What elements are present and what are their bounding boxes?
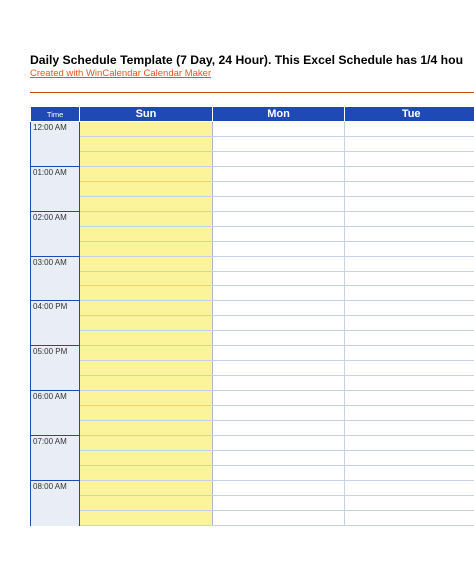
time-slot-row: [31, 196, 474, 211]
schedule-table: [30, 106, 474, 526]
schedule-cell-mon[interactable]: [212, 241, 345, 256]
time-slot-row: [31, 166, 474, 181]
schedule-cell-sun[interactable]: [80, 480, 213, 495]
schedule-cell-sun[interactable]: [80, 286, 213, 301]
time-slot-row: [31, 450, 474, 465]
schedule-cell-tue[interactable]: [345, 495, 474, 510]
schedule-cell-tue[interactable]: [345, 391, 474, 406]
schedule-cell-tue[interactable]: [345, 241, 474, 256]
schedule-cell-tue[interactable]: [345, 256, 474, 271]
schedule-cell-mon[interactable]: [212, 465, 345, 480]
schedule-cell-mon[interactable]: [212, 480, 345, 495]
header-row: [31, 107, 474, 122]
schedule-cell-mon[interactable]: [212, 196, 345, 211]
time-slot-row: [31, 151, 474, 166]
day-header-tue[interactable]: Tue: [345, 107, 474, 122]
time-slot-row: [31, 421, 474, 436]
time-label: 06:00 AM: [31, 391, 80, 436]
schedule-cell-sun[interactable]: [80, 346, 213, 361]
day-header-sun[interactable]: Sun: [80, 107, 213, 122]
schedule-cell-tue[interactable]: [345, 406, 474, 421]
schedule-cell-sun[interactable]: [80, 450, 213, 465]
schedule-cell-tue[interactable]: [345, 181, 474, 196]
schedule-cell-mon[interactable]: [212, 122, 345, 137]
schedule-cell-sun[interactable]: [80, 465, 213, 480]
schedule-cell-tue[interactable]: [345, 166, 474, 181]
time-slot-row: [31, 301, 474, 316]
schedule-cell-mon[interactable]: [212, 136, 345, 151]
schedule-cell-tue[interactable]: [345, 480, 474, 495]
time-slot-row: [31, 122, 474, 137]
time-column-header: Time: [31, 107, 80, 122]
time-slot-row: [31, 211, 474, 226]
schedule-cell-sun[interactable]: [80, 241, 213, 256]
schedule-cell-tue[interactable]: [345, 376, 474, 391]
schedule-cell-tue[interactable]: [345, 122, 474, 137]
time-slot-row: [31, 495, 474, 510]
time-slot-row: [31, 271, 474, 286]
time-slot-row: [31, 286, 474, 301]
day-header-mon[interactable]: Mon: [212, 107, 345, 122]
header-separator: [30, 92, 474, 93]
schedule-cell-sun[interactable]: [80, 331, 213, 346]
schedule-cell-sun[interactable]: [80, 211, 213, 226]
schedule-cell-sun[interactable]: [80, 421, 213, 436]
schedule-cell-mon[interactable]: [212, 286, 345, 301]
time-slot-row: [31, 181, 474, 196]
schedule-cell-sun[interactable]: [80, 391, 213, 406]
time-slot-row: [31, 510, 474, 525]
time-label: 07:00 AM: [31, 436, 80, 481]
schedule-cell-sun[interactable]: [80, 316, 213, 331]
time-slot-row: [31, 331, 474, 346]
schedule-cell-tue[interactable]: [345, 136, 474, 151]
time-slot-row: [31, 241, 474, 256]
schedule-cell-mon[interactable]: [212, 391, 345, 406]
schedule-cell-tue[interactable]: [345, 196, 474, 211]
time-slot-row: [31, 256, 474, 271]
schedule-cell-tue[interactable]: [345, 301, 474, 316]
time-label: 04:00 PM: [31, 301, 80, 346]
time-label: 05:00 PM: [31, 346, 80, 391]
schedule-cell-mon[interactable]: [212, 361, 345, 376]
schedule-cell-sun[interactable]: [80, 166, 213, 181]
schedule-cell-tue[interactable]: [345, 331, 474, 346]
time-label: 08:00 AM: [31, 480, 80, 525]
schedule-cell-mon[interactable]: [212, 256, 345, 271]
schedule-cell-sun[interactable]: [80, 301, 213, 316]
schedule-cell-sun[interactable]: [80, 181, 213, 196]
schedule-cell-mon[interactable]: [212, 316, 345, 331]
schedule-cell-mon[interactable]: [212, 421, 345, 436]
schedule-cell-sun[interactable]: [80, 376, 213, 391]
document-title: Daily Schedule Template (7 Day, 24 Hour). This Excel Schedule has 1/4 hou: [30, 53, 464, 67]
schedule-cell-sun[interactable]: [80, 361, 213, 376]
time-slot-row: [31, 136, 474, 151]
time-slot-row: [31, 391, 474, 406]
schedule-cell-mon[interactable]: [212, 211, 345, 226]
schedule-cell-mon[interactable]: [212, 226, 345, 241]
schedule-cell-tue[interactable]: [345, 151, 474, 166]
time-slot-row: [31, 376, 474, 391]
schedule-cell-tue[interactable]: [345, 316, 474, 331]
schedule-cell-mon[interactable]: [212, 450, 345, 465]
time-slot-row: [31, 436, 474, 451]
time-label: 01:00 AM: [31, 166, 80, 211]
schedule-cell-mon[interactable]: [212, 331, 345, 346]
schedule-cell-sun[interactable]: [80, 495, 213, 510]
schedule-cell-sun[interactable]: [80, 256, 213, 271]
schedule-cell-tue[interactable]: [345, 465, 474, 480]
time-label: 12:00 AM: [31, 122, 80, 167]
schedule-cell-tue[interactable]: [345, 450, 474, 465]
schedule-cell-mon[interactable]: [212, 406, 345, 421]
time-slot-row: [31, 346, 474, 361]
schedule-cell-mon[interactable]: [212, 271, 345, 286]
time-slot-row: [31, 406, 474, 421]
schedule-cell-sun[interactable]: [80, 510, 213, 525]
schedule-body: [31, 122, 474, 526]
schedule-cell-tue[interactable]: [345, 436, 474, 451]
time-slot-row: [31, 480, 474, 495]
schedule-cell-sun[interactable]: [80, 226, 213, 241]
time-label: 02:00 AM: [31, 211, 80, 256]
schedule-cell-sun[interactable]: [80, 136, 213, 151]
time-label: 03:00 AM: [31, 256, 80, 301]
schedule-cell-sun[interactable]: [80, 436, 213, 451]
schedule-cell-mon[interactable]: [212, 376, 345, 391]
schedule-cell-tue[interactable]: [345, 286, 474, 301]
schedule-cell-tue[interactable]: [345, 226, 474, 241]
time-slot-row: [31, 465, 474, 480]
schedule-cell-mon[interactable]: [212, 181, 345, 196]
schedule-cell-mon[interactable]: [212, 151, 345, 166]
schedule-cell-sun[interactable]: [80, 151, 213, 166]
schedule-cell-mon[interactable]: [212, 301, 345, 316]
calendar-maker-link[interactable]: Created with WinCalendar Calendar Maker: [30, 68, 212, 79]
schedule-cell-sun[interactable]: [80, 196, 213, 211]
time-slot-row: [31, 226, 474, 241]
schedule-cell-tue[interactable]: [345, 361, 474, 376]
schedule-cell-tue[interactable]: [345, 421, 474, 436]
schedule-cell-mon[interactable]: [212, 510, 345, 525]
time-slot-row: [31, 316, 474, 331]
schedule-cell-tue[interactable]: [345, 346, 474, 361]
schedule-cell-tue[interactable]: [345, 211, 474, 226]
schedule-cell-mon[interactable]: [212, 495, 345, 510]
schedule-cell-mon[interactable]: [212, 436, 345, 451]
schedule-cell-sun[interactable]: [80, 406, 213, 421]
schedule-cell-sun[interactable]: [80, 271, 213, 286]
schedule-cell-tue[interactable]: [345, 510, 474, 525]
schedule-cell-mon[interactable]: [212, 166, 345, 181]
schedule-cell-tue[interactable]: [345, 271, 474, 286]
time-slot-row: [31, 361, 474, 376]
schedule-cell-sun[interactable]: [80, 122, 213, 137]
schedule-cell-mon[interactable]: [212, 346, 345, 361]
